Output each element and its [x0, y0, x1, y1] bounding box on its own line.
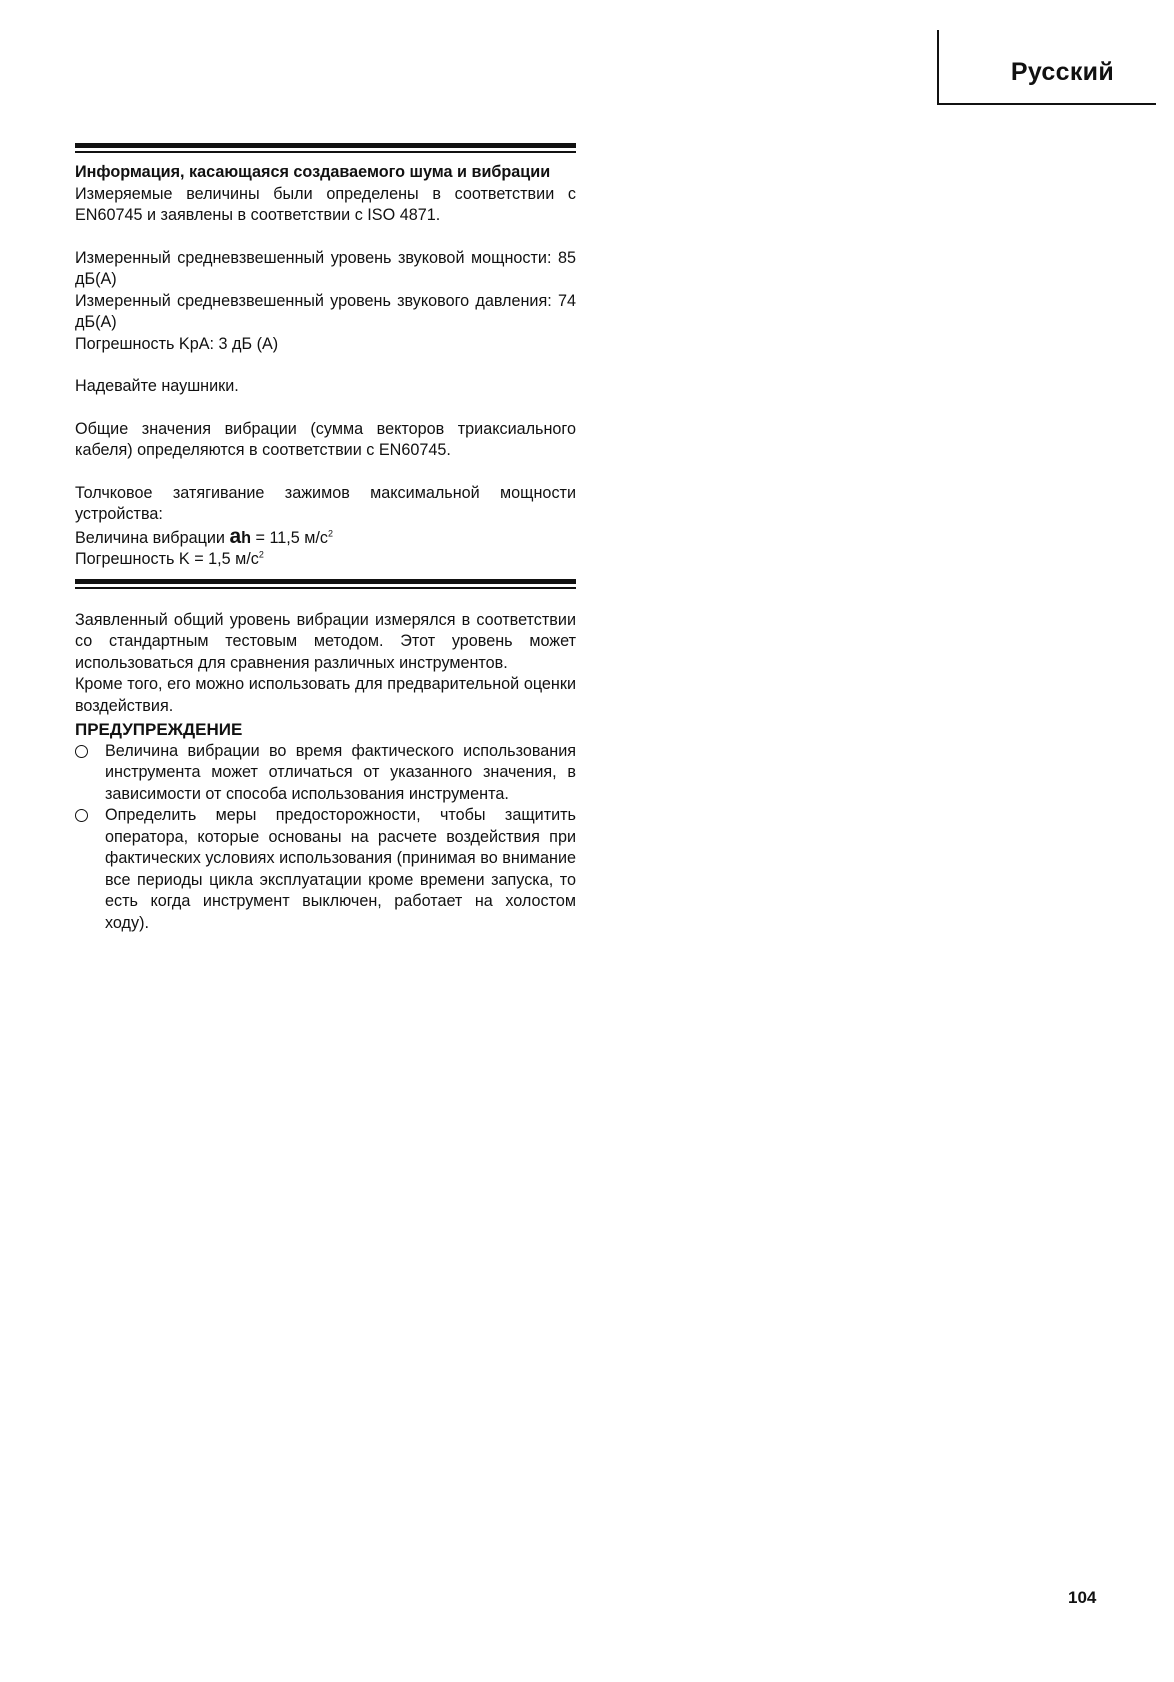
declared-level-text: Заявленный общий уровень вибрации измерялся в соответствии со стандартным тестовым методом. Этот уровень может использоваться для сравнения различных инструментов.: [75, 610, 576, 672]
sound-pressure-text: Измеренный средневзвешенный уровень звукового давления: 74 дБ(A): [75, 291, 576, 331]
squared-superscript: 2: [328, 528, 334, 539]
impact-tightening-text: Толчковое затягивание зажимов максимальной мощности устройства:: [75, 483, 576, 523]
language-label: Русский: [1010, 58, 1114, 86]
warning-item-text: Определить меры предосторожности, чтобы защитить оператора, которые основаны на расчете воздействия при фактических условиях использования (принимая во внимание все периоды цикла эксплуатации кроме времени запуска, то есть когда инструмент выключен, работает на холостом ходу).: [105, 806, 576, 932]
sound-power-text: Измеренный средневзвешенный уровень звуковой мощности: 85 дБ(A): [75, 248, 576, 288]
measurement-intro: Измеряемые величины были определены в соответствии с EN60745 и заявлены в соответствии с ISO 4871.: [75, 184, 576, 224]
page-number: 104: [1068, 1588, 1097, 1607]
vibration-value-suffix: = 11,5 м/с: [255, 528, 329, 547]
uncertainty-kpa-text: Погрешность KpA: 3 дБ (A): [75, 334, 279, 353]
vibration-symbol-a: a: [229, 524, 242, 548]
vibration-symbol-h: h: [241, 528, 252, 547]
vibration-general-text: Общие значения вибрации (сумма векторов триаксиального кабеля) определяются в соответствии с EN60745.: [75, 419, 576, 459]
vibration-value-line: [75, 526, 576, 550]
circle-bullet-icon: [75, 809, 88, 822]
circle-bullet-icon: [75, 745, 88, 758]
page-content: [75, 143, 576, 934]
warning-item-text: Величина вибрации во время фактического использования инструмента может отличаться от указанного значения, в зависимости от способа использования инструмента.: [105, 741, 576, 803]
vibration-uncertainty-text: Погрешность K = 1,5 м/с: [75, 550, 259, 568]
vibration-uncertainty-line: [75, 549, 576, 571]
warning-list: [75, 741, 576, 935]
bottom-double-rule: [75, 579, 576, 584]
warning-item: [75, 805, 576, 934]
ear-protection-text: Надевайте наушники.: [75, 377, 239, 395]
top-double-rule: [75, 143, 576, 148]
language-tab: [937, 30, 1156, 105]
warning-title: ПРЕДУПРЕЖДЕНИЕ: [75, 720, 243, 739]
warning-item: [75, 741, 576, 806]
squared-superscript-2: 2: [258, 549, 264, 560]
vibration-value-prefix: Величина вибрации: [75, 528, 225, 547]
noise-vibration-heading: Информация, касающаяся создаваемого шума и вибрации: [75, 163, 551, 181]
preliminary-assessment-text: Кроме того, его можно использовать для предварительной оценки воздействия.: [75, 675, 576, 715]
